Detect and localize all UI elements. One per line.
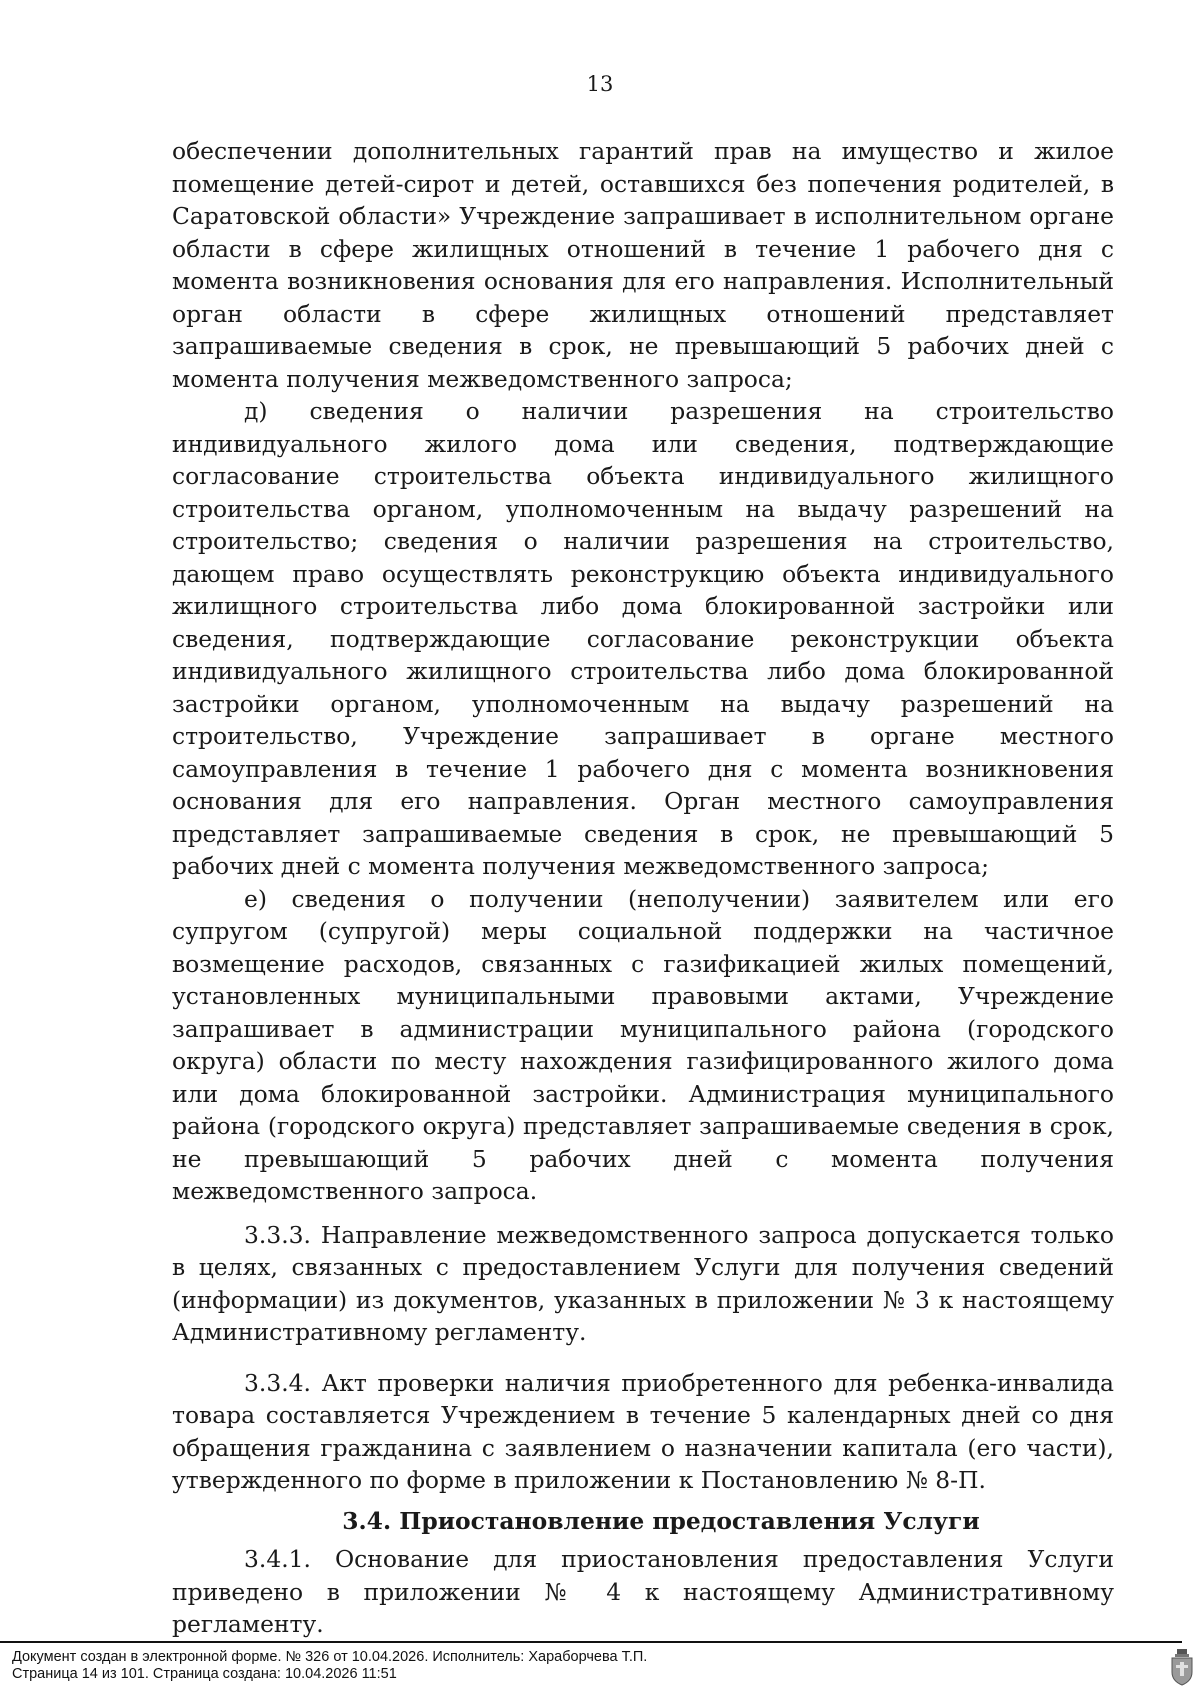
footer-text <box>12 1649 647 1683</box>
section-heading: 3.4. Приостановление предоставления Услуги <box>342 1506 980 1535</box>
document-footer <box>0 1641 1200 1698</box>
footer-line-2: Страница 14 из 101. Страница создана: 10.04.2026 11:51 <box>12 1666 397 1682</box>
paragraph-item-d: д) сведения о наличии разрешения на строительство индивидуального жилого дома или сведения, подтверждающие согласование строительства объекта индивидуального жилищного строительства органом, уполномоченным на выдачу разрешений на строительство; сведения о наличии разрешения на строительство, дающем право осуществлять реконструкцию объекта индивидуального жилищного строительства либо дома блокированной застройки или сведения, подтверждающие согласование реконструкции объекта индивидуального жилищного строительства либо дома блокированной застройки органом, уполномоченным на выдачу разрешений на строительство, Учреждение запрашивает в органе местного самоуправления в течение 1 рабочего дня с момента возникновения основания для его направления. Орган местного самоуправления представляет запрашиваемые сведения в срок, не превышающий 5 рабочих дней с момента получения межведомственного запроса; <box>172 397 1114 880</box>
coat-of-arms-icon <box>1168 1648 1196 1686</box>
page-number: 13 <box>586 72 614 96</box>
paragraph-3-3-3: 3.3.3. Направление межведомственного запроса допускается только в целях, связанных с предоставлением Услуги для получения сведений (информации) из документов, указанных в приложении № 3 к настоящему Административному регламенту. <box>172 1220 1114 1346</box>
paragraph-continuation: обеспечении дополнительных гарантий прав на имущество и жилое помещение детей-сирот и детей, оставшихся без попечения родителей, в Саратовской области» Учреждение запрашивает в исполнительном органе области в сфере жилищных отношений в течение 1 рабочего дня с момента возникновения основания для его направления. Исполнительный орган области в сфере жилищных отношений представляет запрашиваемые сведения в срок, не превышающий 5 рабочих дней с момента получения межведомственного запроса; <box>172 137 1114 393</box>
footer-line-1: Документ создан в электронной форме. № 326 от 10.04.2026. Исполнитель: Хараборчева Т.П. <box>12 1649 648 1665</box>
paragraph-3-3-4: 3.3.4. Акт проверки наличия приобретенного для ребенка-инвалида товара составляется Учреждением в течение 5 календарных дней со дня обращения гражданина с заявлением о назначении капитала (его части), утвержденного по форме в приложении к Постановлению № 8-П. <box>172 1368 1114 1494</box>
paragraph-3-4-1: 3.4.1. Основание для приостановления предоставления Услуги приведено в приложении № 4 к настоящему Административному регламенту. <box>172 1545 1114 1638</box>
footer-divider <box>0 1641 1182 1643</box>
document-body <box>172 135 1114 1641</box>
paragraph-item-e: е) сведения о получении (неполучении) заявителем или его супругом (супругой) меры социальной поддержки на частичное возмещение расходов, связанных с газификацией жилых помещений, установленных муниципальными правовыми актами, Учреждение запрашивает в администрации муниципального района (городского округа) области по месту нахождения газифицированного жилого дома или дома блокированной застройки. Администрация муниципального района (городского округа) представляет запрашиваемые сведения в срок, не превышающий 5 рабочих дней с момента получения межведомственного запроса. <box>172 884 1114 1205</box>
